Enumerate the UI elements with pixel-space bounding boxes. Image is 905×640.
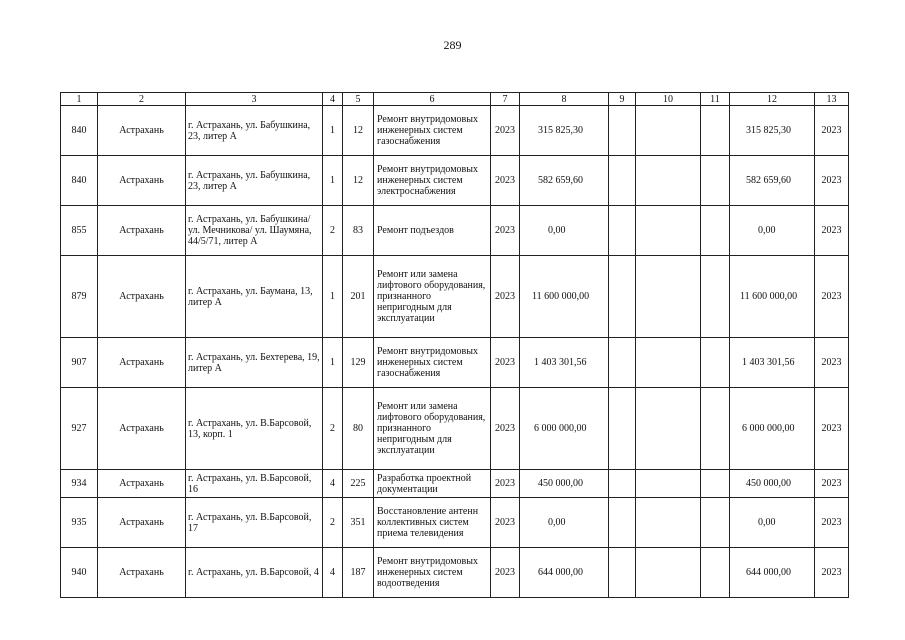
year-cell: 2023 <box>491 548 520 598</box>
column-header: 11 <box>701 93 730 106</box>
column-header: 12 <box>730 93 815 106</box>
work-type-cell: Ремонт подъездов <box>374 206 491 256</box>
work-type-cell: Разработка проектной документации <box>374 470 491 498</box>
col4-cell: 4 <box>323 470 343 498</box>
year2-cell: 2023 <box>815 106 849 156</box>
year-cell: 2023 <box>491 338 520 388</box>
col11-cell <box>701 338 730 388</box>
column-header: 3 <box>186 93 323 106</box>
year2-cell: 2023 <box>815 206 849 256</box>
year2-cell: 2023 <box>815 388 849 470</box>
table-row <box>61 256 849 338</box>
total-cell: 644 000,00 <box>730 548 815 598</box>
row-id: 840 <box>61 106 98 156</box>
total-cell: 11 600 000,00 <box>730 256 815 338</box>
column-header: 9 <box>609 93 636 106</box>
col4-cell: 1 <box>323 256 343 338</box>
work-type-cell: Ремонт внутридомовых инженерных систем водоотведения <box>374 548 491 598</box>
col10-cell <box>636 388 701 470</box>
work-type-cell: Ремонт внутридомовых инженерных систем газоснабжения <box>374 106 491 156</box>
row-id: 935 <box>61 498 98 548</box>
column-header: 10 <box>636 93 701 106</box>
year-cell: 2023 <box>491 388 520 470</box>
total-cell: 6 000 000,00 <box>730 388 815 470</box>
year2-cell: 2023 <box>815 548 849 598</box>
col4-cell: 4 <box>323 548 343 598</box>
address-cell: г. Астрахань, ул. В.Барсовой, 16 <box>186 470 323 498</box>
col9-cell <box>609 498 636 548</box>
column-header: 5 <box>343 93 374 106</box>
col5-cell: 12 <box>343 106 374 156</box>
col10-cell <box>636 206 701 256</box>
column-header: 6 <box>374 93 491 106</box>
repair-program-table <box>60 92 849 598</box>
table-row <box>61 106 849 156</box>
amount-cell: 0,00 <box>520 206 609 256</box>
amount-cell: 1 403 301,56 <box>520 338 609 388</box>
row-id: 927 <box>61 388 98 470</box>
page-number: 289 <box>443 38 462 52</box>
city-cell: Астрахань <box>98 388 186 470</box>
city-cell: Астрахань <box>98 548 186 598</box>
table-row <box>61 206 849 256</box>
col11-cell <box>701 388 730 470</box>
col4-cell: 2 <box>323 206 343 256</box>
address-cell: г. Астрахань, ул. В.Барсовой, 17 <box>186 498 323 548</box>
address-cell: г. Астрахань, ул. В.Барсовой, 13, корп. 1 <box>186 388 323 470</box>
row-id: 940 <box>61 548 98 598</box>
col9-cell <box>609 548 636 598</box>
col11-cell <box>701 106 730 156</box>
address-cell: г. Астрахань, ул. Бабушкина, 23, литер А <box>186 156 323 206</box>
address-cell: г. Астрахань, ул. Бабушкина, 23, литер А <box>186 106 323 156</box>
col9-cell <box>609 388 636 470</box>
col4-cell: 1 <box>323 338 343 388</box>
year2-cell: 2023 <box>815 498 849 548</box>
table-row <box>61 470 849 498</box>
table-row <box>61 548 849 598</box>
work-type-cell: Ремонт внутридомовых инженерных систем газоснабжения <box>374 338 491 388</box>
year2-cell: 2023 <box>815 256 849 338</box>
year2-cell: 2023 <box>815 156 849 206</box>
total-cell: 1 403 301,56 <box>730 338 815 388</box>
work-type-cell: Ремонт внутридомовых инженерных систем электроснабжения <box>374 156 491 206</box>
col10-cell <box>636 256 701 338</box>
city-cell: Астрахань <box>98 156 186 206</box>
col11-cell <box>701 206 730 256</box>
column-header: 13 <box>815 93 849 106</box>
col10-cell <box>636 498 701 548</box>
work-type-cell: Ремонт или замена лифтового оборудования, признанного непригодным для эксплуатации <box>374 256 491 338</box>
city-cell: Астрахань <box>98 206 186 256</box>
row-id: 855 <box>61 206 98 256</box>
col5-cell: 12 <box>343 156 374 206</box>
address-cell: г. Астрахань, ул. Баумана, 13, литер А <box>186 256 323 338</box>
work-type-cell: Ремонт или замена лифтового оборудования, признанного непригодным для эксплуатации <box>374 388 491 470</box>
col11-cell <box>701 470 730 498</box>
col10-cell <box>636 106 701 156</box>
row-id: 840 <box>61 156 98 206</box>
row-id: 879 <box>61 256 98 338</box>
col4-cell: 2 <box>323 498 343 548</box>
col5-cell: 83 <box>343 206 374 256</box>
amount-cell: 6 000 000,00 <box>520 388 609 470</box>
column-header: 7 <box>491 93 520 106</box>
year2-cell: 2023 <box>815 470 849 498</box>
col9-cell <box>609 256 636 338</box>
col10-cell <box>636 548 701 598</box>
column-header: 8 <box>520 93 609 106</box>
col11-cell <box>701 256 730 338</box>
col4-cell: 1 <box>323 106 343 156</box>
year-cell: 2023 <box>491 498 520 548</box>
col11-cell <box>701 156 730 206</box>
col5-cell: 225 <box>343 470 374 498</box>
amount-cell: 0,00 <box>520 498 609 548</box>
col5-cell: 80 <box>343 388 374 470</box>
column-header: 1 <box>61 93 98 106</box>
amount-cell: 644 000,00 <box>520 548 609 598</box>
city-cell: Астрахань <box>98 498 186 548</box>
col5-cell: 201 <box>343 256 374 338</box>
col10-cell <box>636 470 701 498</box>
column-header: 2 <box>98 93 186 106</box>
row-id: 907 <box>61 338 98 388</box>
amount-cell: 315 825,30 <box>520 106 609 156</box>
col11-cell <box>701 498 730 548</box>
year-cell: 2023 <box>491 106 520 156</box>
col9-cell <box>609 206 636 256</box>
col9-cell <box>609 156 636 206</box>
col10-cell <box>636 338 701 388</box>
total-cell: 0,00 <box>730 498 815 548</box>
city-cell: Астрахань <box>98 256 186 338</box>
work-type-cell: Восстановление антенн коллективных систем приема телевидения <box>374 498 491 548</box>
amount-cell: 11 600 000,00 <box>520 256 609 338</box>
city-cell: Астрахань <box>98 338 186 388</box>
total-cell: 315 825,30 <box>730 106 815 156</box>
address-cell: г. Астрахань, ул. В.Барсовой, 4 <box>186 548 323 598</box>
total-cell: 582 659,60 <box>730 156 815 206</box>
year-cell: 2023 <box>491 156 520 206</box>
address-cell: г. Астрахань, ул. Бехтерева, 19, литер А <box>186 338 323 388</box>
year2-cell: 2023 <box>815 338 849 388</box>
col11-cell <box>701 548 730 598</box>
col9-cell <box>609 470 636 498</box>
amount-cell: 582 659,60 <box>520 156 609 206</box>
col5-cell: 129 <box>343 338 374 388</box>
table-row <box>61 156 849 206</box>
total-cell: 450 000,00 <box>730 470 815 498</box>
col9-cell <box>609 338 636 388</box>
address-cell: г. Астрахань, ул. Бабушкина/ ул. Мечникова/ ул. Шаумяна, 44/5/71, литер А <box>186 206 323 256</box>
column-header: 4 <box>323 93 343 106</box>
header-row <box>61 93 849 106</box>
col4-cell: 2 <box>323 388 343 470</box>
year-cell: 2023 <box>491 256 520 338</box>
total-cell: 0,00 <box>730 206 815 256</box>
col9-cell <box>609 106 636 156</box>
table-row <box>61 498 849 548</box>
col4-cell: 1 <box>323 156 343 206</box>
year-cell: 2023 <box>491 470 520 498</box>
table-row <box>61 388 849 470</box>
col5-cell: 187 <box>343 548 374 598</box>
city-cell: Астрахань <box>98 106 186 156</box>
col10-cell <box>636 156 701 206</box>
table-row <box>61 338 849 388</box>
year-cell: 2023 <box>491 206 520 256</box>
city-cell: Астрахань <box>98 470 186 498</box>
col5-cell: 351 <box>343 498 374 548</box>
row-id: 934 <box>61 470 98 498</box>
amount-cell: 450 000,00 <box>520 470 609 498</box>
